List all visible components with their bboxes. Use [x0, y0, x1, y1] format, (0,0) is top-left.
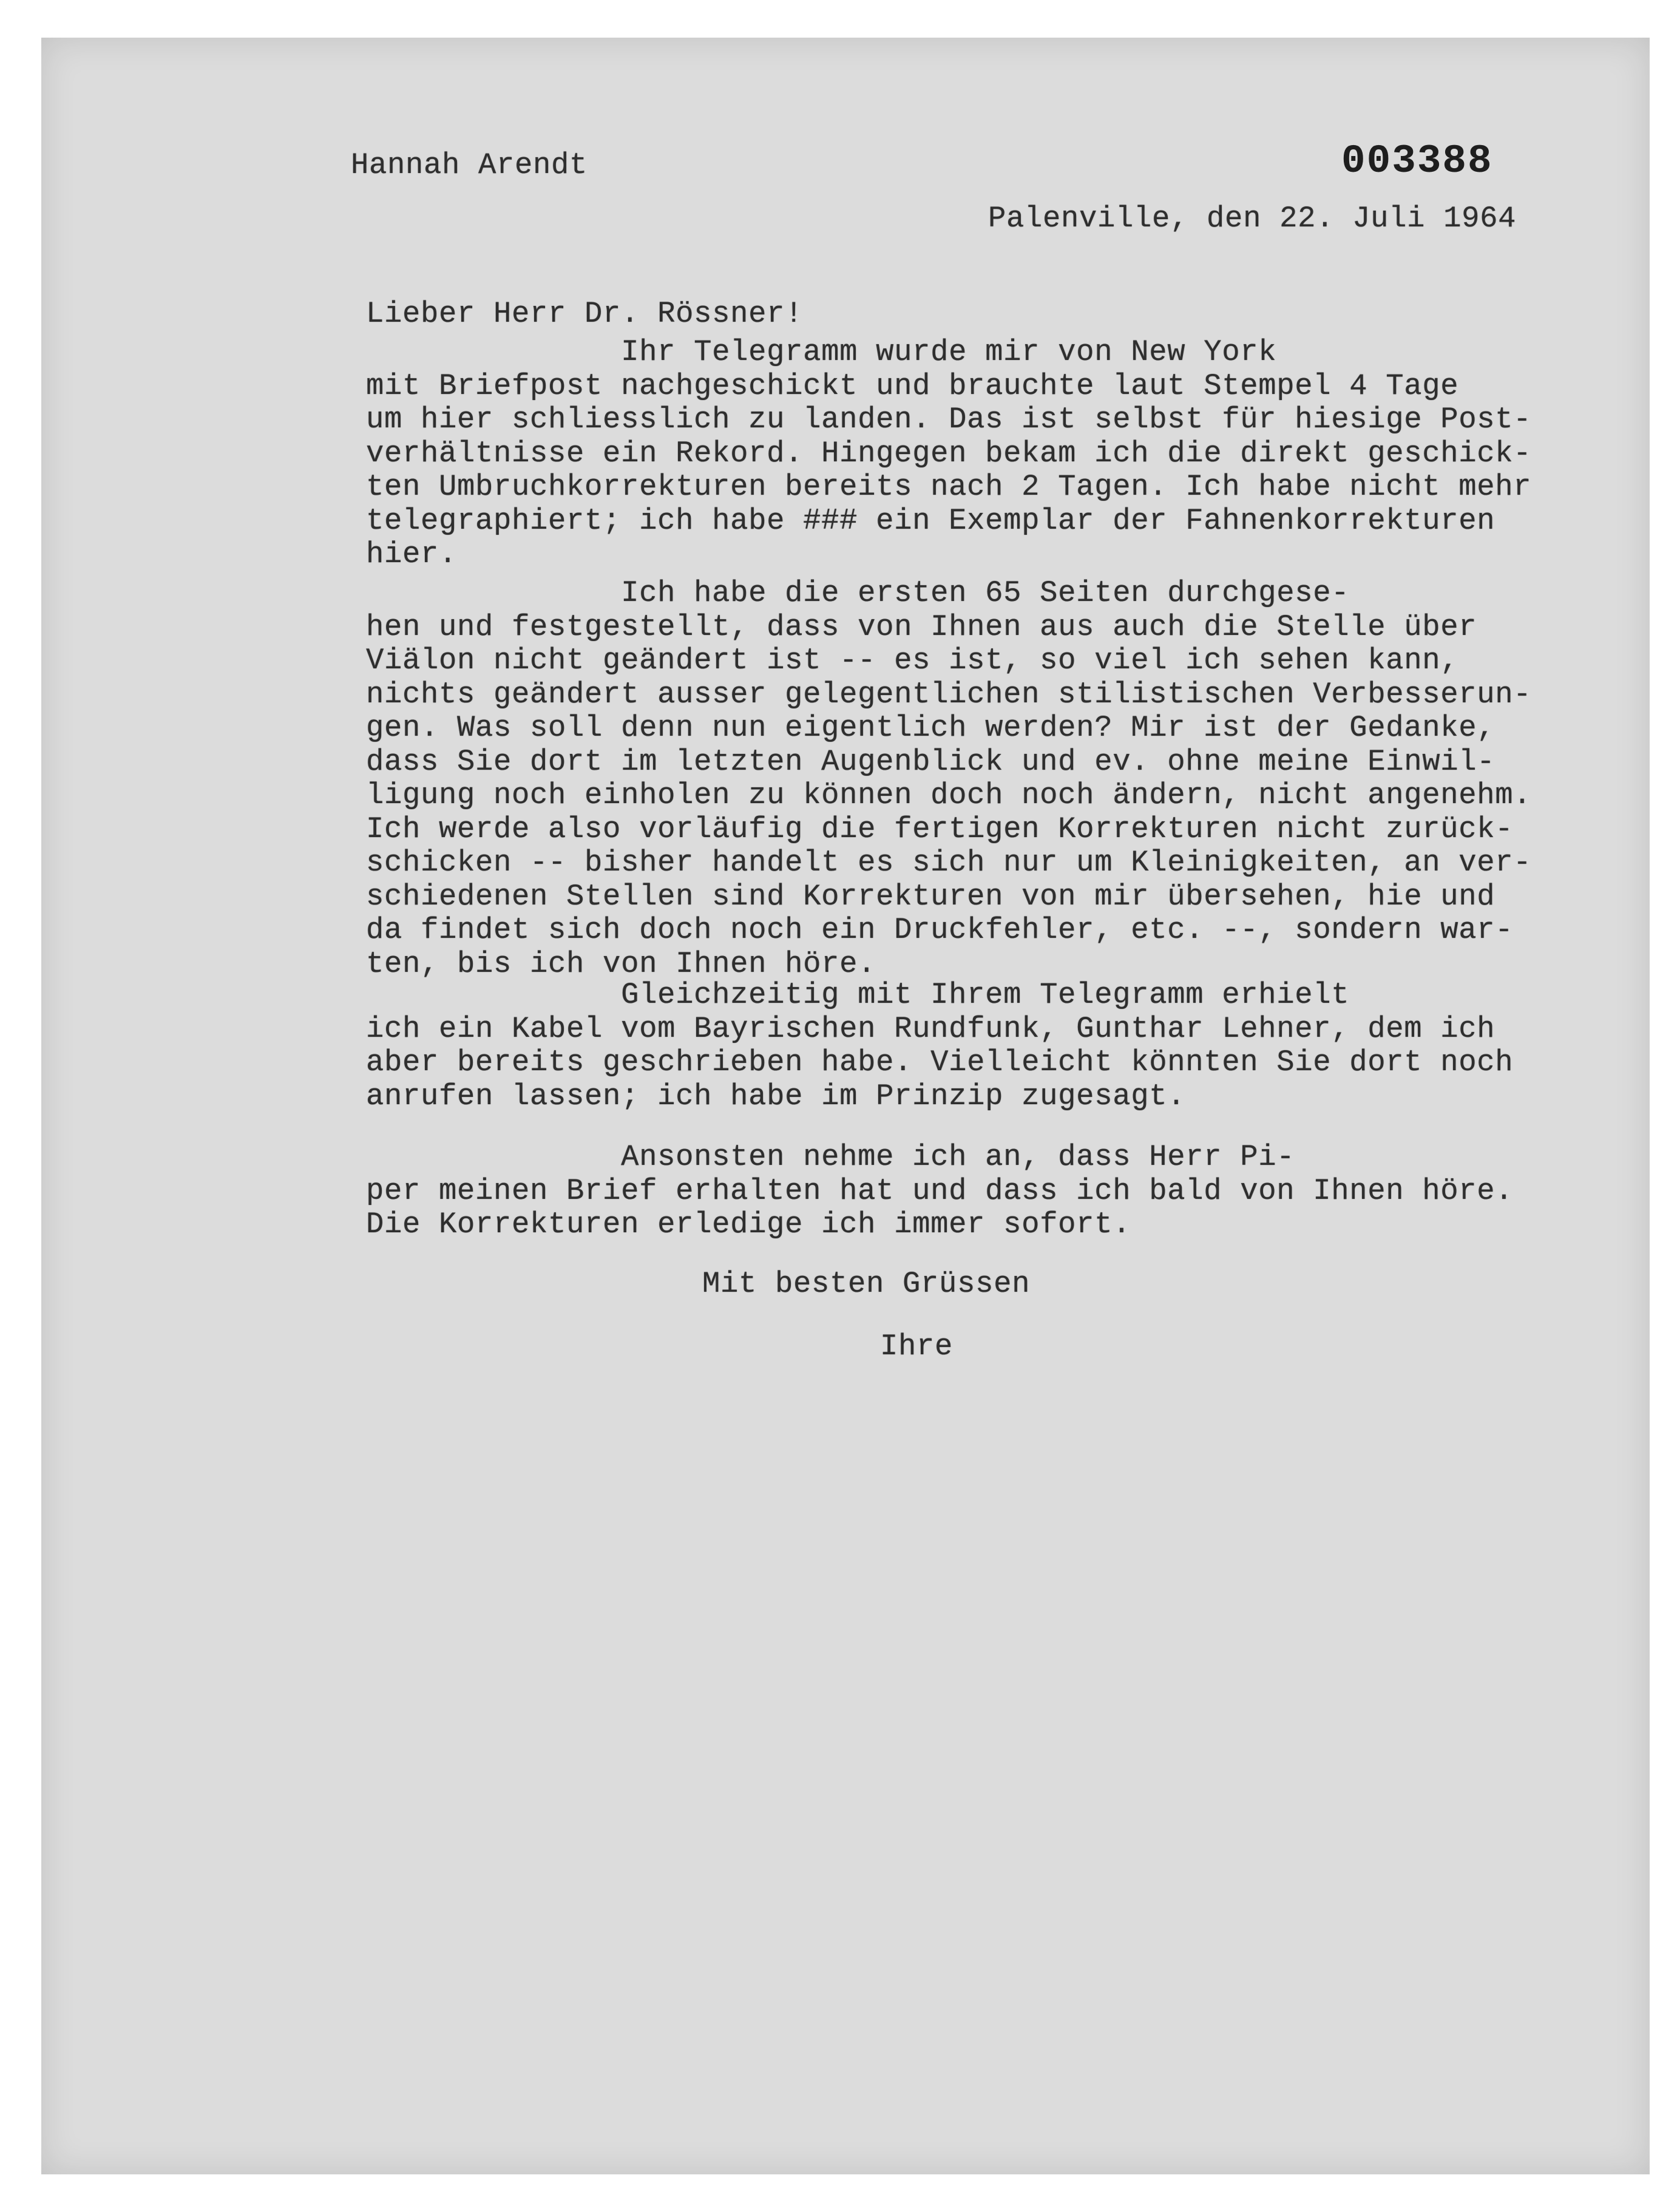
- signature-line: Ihre: [880, 1329, 953, 1363]
- sender-name: Hannah Arendt: [351, 148, 588, 182]
- paragraph-closing-remarks: Ansonsten nehme ich an, dass Herr Pi- per meinen Brief erhalten hat und dass ich bald von Ihnen höre. Die Korrekturen erledige ich immer sofort.: [366, 1140, 1514, 1241]
- closing-greeting: Mit besten Grüssen: [702, 1267, 1031, 1301]
- date-line: Palenville, den 22. Juli 1964: [988, 202, 1517, 236]
- paragraph-corrections: Ich habe die ersten 65 Seiten durchgese- hen und festgestellt, dass von Ihnen aus auch die Stelle über Viälon nicht geändert ist -- es ist, so viel ich sehen kann, nichts geändert ausser gelegentlichen stilistischen Verbesserun- gen. Was soll denn nun eigentlich werden? Mir ist der Gedanke, dass Sie dort im letzten Augenblick und ev. ohne meine Einwil- ligung noch einholen zu können doch noch ändern, nicht angenehm. Ich werde also vorläufig die fertigen Korrekturen nicht zurück- schicken -- bisher handelt es sich nur um Kleinigkeiten, an ver- schiedenen Stellen sind Korrekturen von mir übersehen, hie und da findet sich doch noch ein Druckfehler, etc. --, sondern war- ten, bis ich von Ihnen höre.: [366, 576, 1532, 981]
- salutation: Lieber Herr Dr. Rössner!: [366, 297, 804, 331]
- paragraph-broadcast: Gleichzeitig mit Ihrem Telegramm erhielt ich ein Kabel vom Bayrischen Rundfunk, Gunthar Lehner, dem ich aber bereits geschrieben habe. Vielleicht könnten Sie dort noch anrufen lassen; ich habe im Prinzip zugesagt.: [366, 978, 1514, 1113]
- archive-number: 003388: [1341, 138, 1493, 184]
- paragraph-telegram: Ihr Telegramm wurde mir von New York mit Briefpost nachgeschickt und brauchte laut Stempel 4 Tage um hier schliesslich zu landen. Das ist selbst für hiesige Post- verhältnisse ein Rekord. Hingegen bekam ich die direkt geschick- ten Umbruchkorrekturen bereits nach 2 Tagen. Ich habe nicht mehr telegraphiert; ich habe ### ein Exemplar der Fahnenkorrekturen hier.: [366, 335, 1532, 571]
